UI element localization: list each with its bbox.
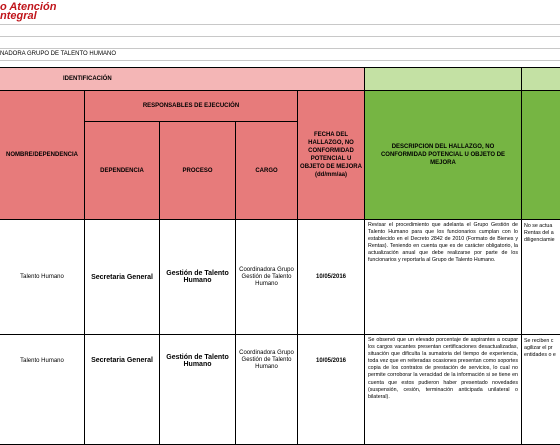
header-green-block (365, 67, 522, 91)
header-cargo: CARGO (236, 122, 298, 220)
sheet-title: NADORA GRUPO DE TALENTO HUMANO (0, 51, 117, 57)
row1-nombre: Talento Humano (0, 220, 85, 335)
header-fecha: FECHA DEL HALLAZGO, NO CONFORMIDAD POTENCIAL U OBJETO DE MEJORA (dd/mm/aa) (298, 91, 365, 220)
logo-line-2: ntegral (0, 10, 37, 22)
row2-proceso: Gestión de Talento Humano (160, 335, 236, 445)
header-dependencia: DEPENDENCIA (85, 122, 160, 220)
header-next-column (522, 91, 560, 220)
row2-nombre: Talento Humano (0, 335, 85, 445)
row1-cargo: Coordinadora Grupo Gestión de Talento Humano (236, 220, 298, 335)
row2-cargo: Coordinadora Grupo Gestión de Talento Humano (236, 335, 298, 445)
row1-next-column: No se actua Rentas del a diligenciamie (522, 220, 560, 335)
row2-next-column: Se reciben c agilizar el pr entidades o e (522, 335, 560, 445)
row1-fecha: 10/05/2016 (298, 220, 365, 335)
grid-line (0, 48, 560, 49)
logo-line-1: o Atención (0, 1, 57, 13)
header-nombre-dependencia: NOMBRE/DEPENDENCIA (0, 91, 85, 220)
grid-line (0, 60, 560, 61)
header-responsables: RESPONSABLES DE EJECUCIÓN (85, 91, 298, 122)
row2-fecha: 10/05/2016 (298, 335, 365, 445)
header-descripcion: DESCRIPCION DEL HALLAZGO, NO CONFORMIDAD POTENCIAL U OBJETO DE MEJORA (365, 91, 522, 220)
row2-descripcion: Se observó que un elevado porcentaje de aspirantes a ocupar los cargos vacantes presentan certificaciones desactualizadas, situación que dificulta la sumatoria del tiempo de experiencia, toda vez que en reiteradas ocasiones presentan como soportes copia de los contratos de prestación de servicios, lo cual no permite corroborar la veracidad de la información si se tiene en cuenta que estos pudieron haber presentado novedades (suspensión, cesión, terminación anticipada unilateral o bilateral). (365, 335, 522, 445)
company-logo (0, 3, 90, 23)
header-green-block-2 (522, 67, 560, 91)
grid-line (0, 36, 560, 37)
row1-descripcion: Revisar el procedimiento que adelanta el Grupo Gestión de Talento Humano para que los funcionarios cumplan con lo establecido en el Decreto 2842 de 2010 (Formato de Bienes y Rentas). Teniendo en cuenta que es de carácter obligatorio, la actualización anual que debe realizarse por parte de los funcionarios y reportarla al Grupo de Talento Humano. (365, 220, 522, 335)
header-proceso: PROCESO (160, 122, 236, 220)
row1-dependencia: Secretaria General (85, 220, 160, 335)
row1-proceso: Gestión de Talento Humano (160, 220, 236, 335)
row2-dependencia: Secretaria General (85, 335, 160, 445)
grid-line (0, 24, 560, 25)
header-identificacion: IDENTIFICACIÓN (0, 67, 365, 91)
